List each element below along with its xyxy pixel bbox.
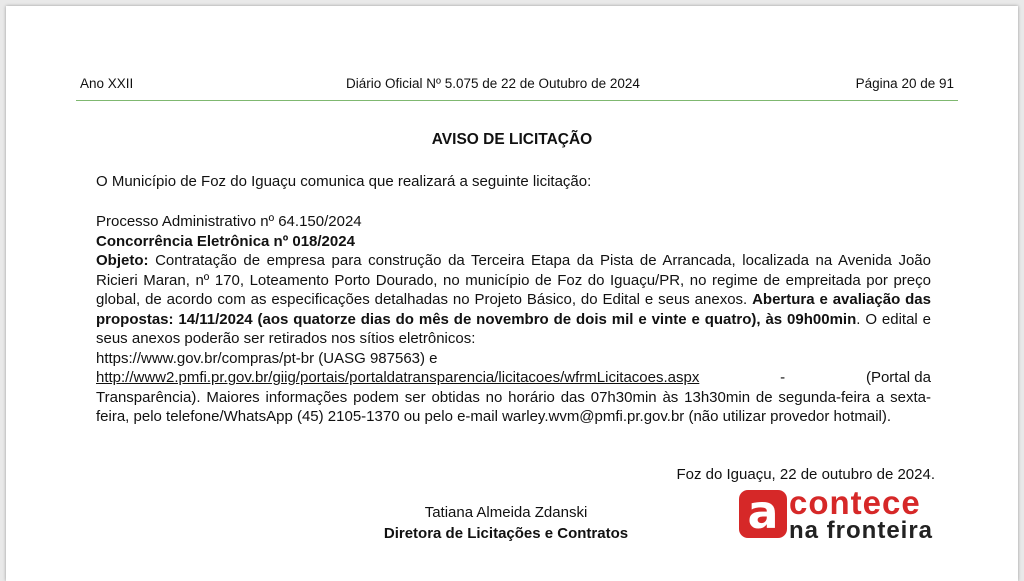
url2-dash: - [780,369,786,386]
concorrencia-bold: Concorrência Eletrônica nº 018/2024 [96,232,355,250]
objeto-text: Contratação de empresa para construção da Terceira Etapa da Pista de Arrancada, localizada na Avenida João Ricieri Maran, nº 170, Loteamento Porto Dourado, no município de Foz do Iguaçu/PR, no regime de empreitada por preço global, de acordo com as especificações detalhadas no Projeto Básico, do Edital e seus anexos. [96,252,931,308]
page-header [76,70,958,101]
header-page-number: Página 20 de 91 [855,76,954,91]
abertura-bold: Abertura e avaliação das propostas: 14/11/2024 (aos quatorze dias do mês de novembro de dois mil e vinte e quatro), às 09h00min [96,291,931,328]
intro-text: O Município de Foz do Iguaçu comunica que realizará a seguinte licitação: [96,173,592,190]
info-paragraph: Transparência). Maiores informações podem ser obtidas no horário das 07h30min às 13h30min de segunda-feira a sexta-feira, pelo telefone/WhatsApp (45) 2105-1370 ou pelo e-mail warley.wvm@pmfi.pr.gov.br (não utilizar provedor hotmail). [96,388,931,425]
signatory-name: Tatiana Almeida Zdanski [424,504,588,521]
objeto-label: Objeto: [96,252,149,269]
logo-a-icon: a [739,490,787,538]
signature-date: Foz do Iguaçu, 22 de outubro de 2024. [676,466,935,483]
transparency-portal-link[interactable]: http://www2.pmfi.pr.gov.br/giig/portais/portaldatransparencia/licitacoes/wfrmLicitacoes.aspx [96,369,700,386]
signatory-role: Diretora de Licitações e Contratos [383,525,629,542]
url2-line [96,368,931,388]
logo-line1: contece [789,484,921,521]
header-gazette: Diário Oficial Nº 5.075 de 22 de Outubro de 2024 [346,76,640,91]
objeto-paragraph [96,251,931,349]
concorrencia-line [96,232,931,252]
logo-line2: na fronteira [789,517,934,544]
url1-line[interactable]: https://www.gov.br/compras/pt-br (UASG 987563) e [96,349,438,367]
watermark-logo [739,484,969,544]
notice-body [96,212,931,427]
url2-portal: (Portal da [865,369,931,386]
abertura-after: . O edital e seus anexos poderão ser retirados nos sítios eletrônicos: [96,310,931,347]
header-year: Ano XXII [80,76,134,91]
document-page [6,6,1018,581]
processo-line: Processo Administrativo nº 64.150/2024 [96,213,362,230]
notice-title: AVISO DE LICITAÇÃO [431,131,593,148]
